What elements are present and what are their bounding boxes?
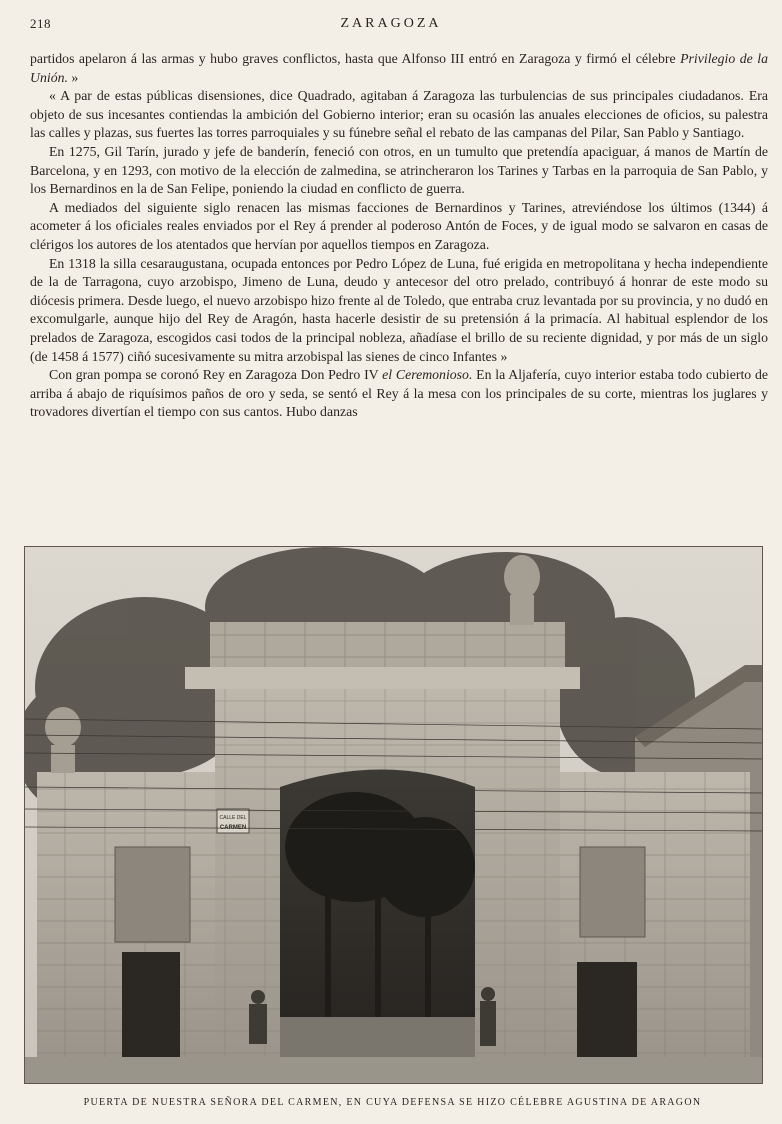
paragraph <box>30 87 768 143</box>
text-run: En 1275, Gil Tarín, jurado y jefe de banderín, feneció con otros, en un tumulto que pretendía apaciguar, á manos de Martín de Barcelona, y en 1293, con motivo de la elección de zalmedina, se atrincheraron los Tarines y Tarbas en la parroquia de San Pablo, y los Bernardinos en la de San Felipe, poniendo la ciudad en conflicto de guerra. <box>30 143 768 197</box>
running-title: ZARAGOZA <box>340 16 442 31</box>
left-plaque <box>115 847 190 942</box>
paragraph <box>30 255 768 367</box>
text-run: partidos apelaron á las armas y hubo graves conflictos, hasta que Alfonso III entró en Zaragoza y firmó el célebre <box>30 51 681 66</box>
gate-cornice <box>185 667 580 689</box>
right-door <box>577 962 637 1062</box>
paragraph <box>30 143 768 199</box>
italic-phrase: Privilegio de la Unión. <box>30 51 769 85</box>
paragraph <box>30 366 768 422</box>
ground <box>25 1057 762 1083</box>
street-sign-line1: CALLE DEL <box>219 815 247 821</box>
body-text <box>30 50 768 422</box>
page-number: 218 <box>30 16 51 31</box>
photograph-puerta-del-carmen <box>24 546 763 1084</box>
text-run: « A par de estas públicas disensiones, dice Quadrado, agitaban á Zaragoza las turbulencias de sus principales ciudadanos. Era objeto de sus incesantes contiendas la ambición del Gobierno interior; eran su ocasión las anuales elecciones de oficios, su palestra las calles y plazas, sus fuertes las torres parroquiales y su fúnebre señal el rebato de las campanas del Pilar, San Pablo y Santiago. <box>30 88 768 141</box>
italic-phrase: el Ceremonioso. <box>382 367 473 383</box>
text-run: » <box>67 69 79 85</box>
text-run: Con gran pompa se coronó Rey en Zaragoza Don Pedro IV <box>49 367 383 383</box>
text-run: A mediados del siguiente siglo renacen las mismas facciones de Bernardinos y Tarines, atreviéndose los últimos (1344) á acometer á los oficiales reales enviados por el Rey á prender al poderoso Antón de Foces, y de igual modo se salvaron en casas de clérigos los autores de los atentados que hervían por aquellos tiempos en Zaragoza. <box>30 199 768 252</box>
left-door <box>122 952 180 1057</box>
text-run: En la Aljafería, cuyo interior estaba todo cubierto de arriba á abajo de riquísimos paños de oro y seda, se sentó el Rey á la mesa con los principales de su corte, mientras los juglares y trovadores divertían el tiempo con sus cantos. Hubo danzas <box>30 367 768 420</box>
page-header <box>0 14 782 34</box>
right-niche <box>580 847 645 937</box>
photo-caption: PUERTA DE NUESTRA SEÑORA DEL CARMEN, EN CUYA DEFENSA SE HIZO CÉLEBRE AGUSTINA DE ARAGON <box>83 1097 702 1108</box>
paragraph <box>30 199 768 255</box>
text-run: En 1318 la silla cesaraugustana, ocupada entonces por Pedro López de Luna, fué erigida en metropolitana y hecha independiente de la de Tarragona, cuyo arzobispo, Jimeno de Luna, deudo y antecesor del otro prelado, contribuyó á honrar de este modo su diócesis primera. Desde luego, el nuevo arzobispo hizo frente al de Toledo, que entraba cruz levantada por su provincia, y no dudó en excomulgarle, aunque hijo del Rey de Aragón, hasta hacerle desistir de su pretensión á la primacía. Al habitual esplendor de los prelados de Zaragoza, escogidos casi todos de la principal nobleza, añadíase el brillo de su reciente dignidad, y por más de un siglo (de 1458 á 1577) ciñó sucesivamente su mitra arzobispal las sienes de cinco Infantes » <box>30 255 768 364</box>
gate-illustration <box>25 547 762 1083</box>
paragraph <box>30 50 768 87</box>
